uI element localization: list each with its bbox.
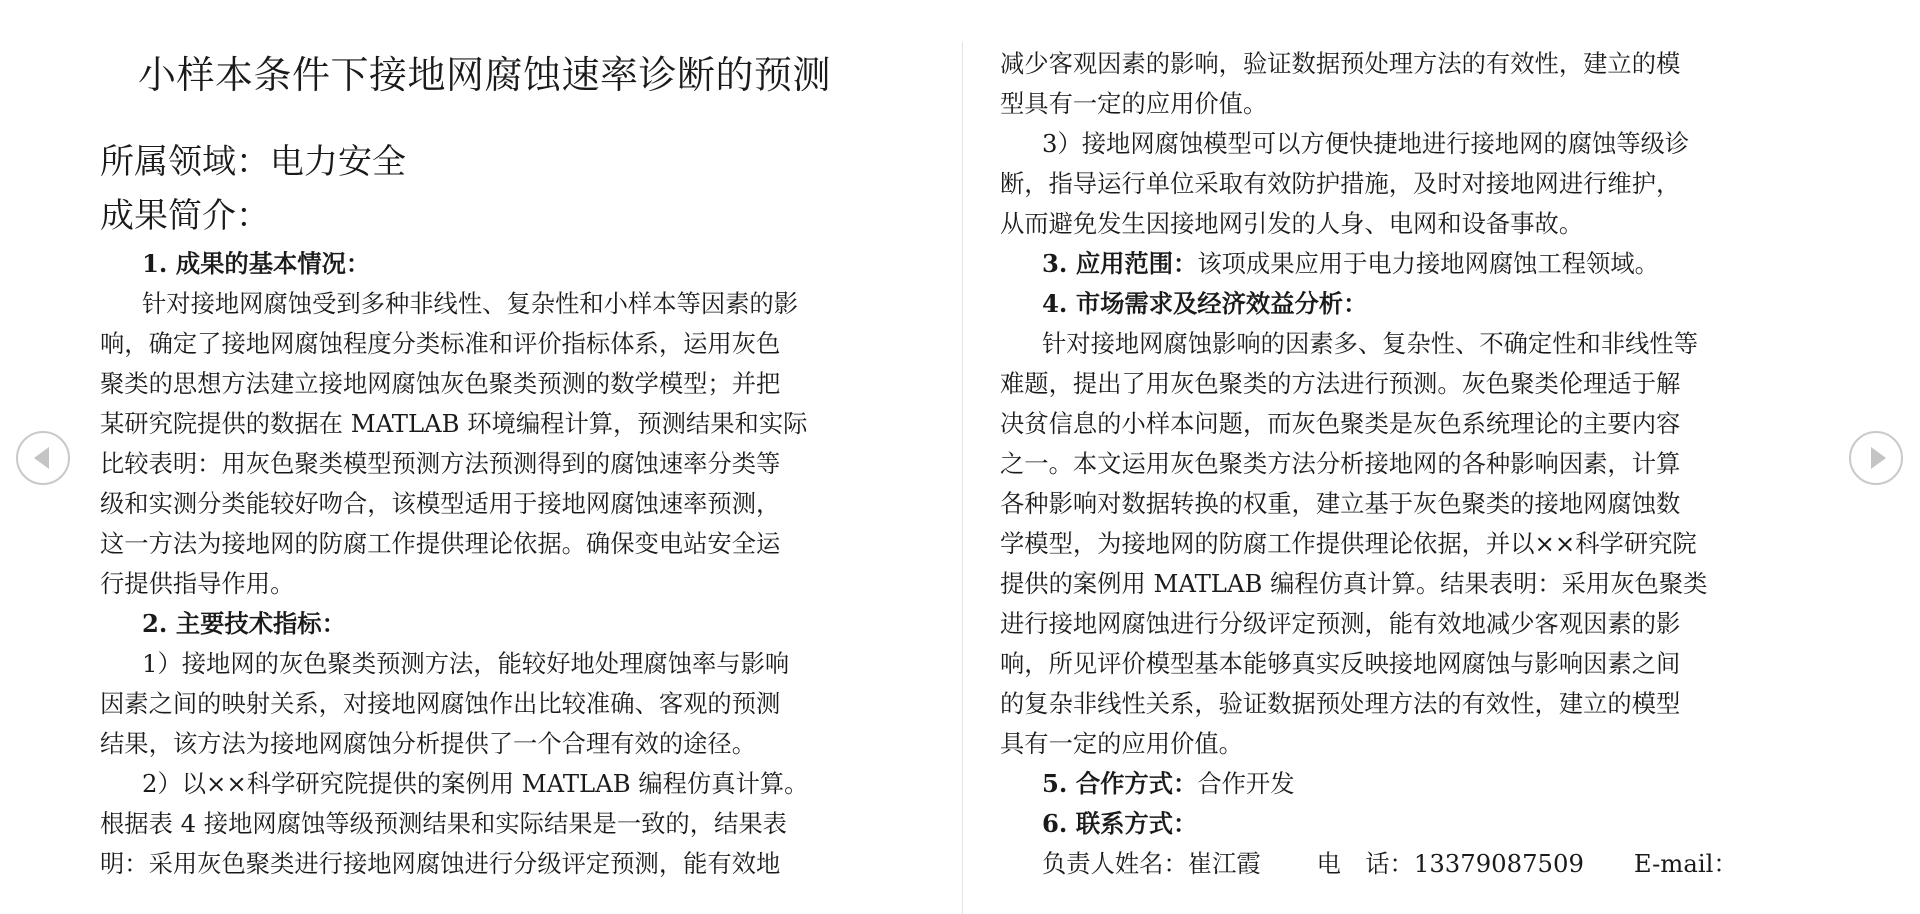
paragraph-line: 响，所见评价模型基本能够真实反映接地网腐蚀与影响因素之间 xyxy=(1000,649,1681,678)
document-title: 小样本条件下接地网腐蚀速率诊断的预测 xyxy=(138,53,832,97)
paragraph-line: 进行接地网腐蚀进行分级评定预测，能有效地减少客观因素的影 xyxy=(1000,609,1681,638)
contact-name-label: 负责人姓名： xyxy=(1042,849,1188,878)
paragraph-line: 型具有一定的应用价值。 xyxy=(1000,89,1268,118)
phone-label: 电 话： xyxy=(1316,849,1414,878)
page-divider xyxy=(962,42,963,914)
contact-name: 崔江霞 xyxy=(1187,849,1261,878)
phone-number: 13379087509 xyxy=(1413,849,1584,878)
paragraph-line: 因素之间的映射关系，对接地网腐蚀作出比较准确、客观的预测 xyxy=(100,689,781,718)
paragraph-line: 1）接地网的灰色聚类预测方法，能较好地处理腐蚀率与影响 xyxy=(142,649,790,678)
intro-heading: 成果简介： xyxy=(100,196,270,236)
left-page xyxy=(100,0,960,914)
paragraph-line: 根据表 4 接地网腐蚀等级预测结果和实际结果是一致的，结果表 xyxy=(100,809,787,838)
paragraph-line: 聚类的思想方法建立接地网腐蚀灰色聚类预测的数学模型；并把 xyxy=(100,369,781,398)
paragraph-line: 某研究院提供的数据在 MATLAB 环境编程计算，预测结果和实际 xyxy=(100,409,808,438)
section-2-heading: 2. 主要技术指标： xyxy=(142,609,346,638)
next-page-button[interactable] xyxy=(1849,431,1903,485)
chevron-left-circle-icon xyxy=(34,447,49,469)
right-body xyxy=(1000,44,1830,884)
paragraph-line: 明：采用灰色聚类进行接地网腐蚀进行分级评定预测，能有效地 xyxy=(100,849,781,878)
paragraph-line: 从而避免发生因接地网引发的人身、电网和设备事故。 xyxy=(1000,209,1584,238)
section-5-line xyxy=(1000,764,1830,804)
left-body xyxy=(100,244,932,884)
paragraph-line: 行提供指导作用。 xyxy=(100,569,295,598)
right-page xyxy=(1000,0,1860,914)
paragraph-line: 各种影响对数据转换的权重，建立基于灰色聚类的接地网腐蚀数 xyxy=(1000,489,1681,518)
paragraph-line: 2）以××科学研究院提供的案例用 MATLAB 编程仿真计算。 xyxy=(142,769,809,798)
field-heading: 所属领域：电力安全 xyxy=(100,142,406,182)
paragraph-line: 结果，该方法为接地网腐蚀分析提供了一个合理有效的途径。 xyxy=(100,729,757,758)
section-1-heading: 1. 成果的基本情况： xyxy=(142,249,371,278)
email-label: E-mail： xyxy=(1633,849,1738,878)
chevron-right-circle-icon xyxy=(1871,447,1886,469)
paragraph-line: 之一。本文运用灰色聚类方法分析接地网的各种影响因素，计算 xyxy=(1000,449,1681,478)
paragraph-line: 这一方法为接地网的防腐工作提供理论依据。确保变电站安全运 xyxy=(100,529,781,558)
paragraph-line: 减少客观因素的影响，验证数据预处理方法的有效性，建立的模 xyxy=(1000,49,1681,78)
paragraph-line: 断，指导运行单位采取有效防护措施，及时对接地网进行维护， xyxy=(1000,169,1681,198)
paragraph-line: 针对接地网腐蚀影响的因素多、复杂性、不确定性和非线性等 xyxy=(1042,329,1699,358)
section-3-line xyxy=(1000,244,1830,284)
paragraph-line: 针对接地网腐蚀受到多种非线性、复杂性和小样本等因素的影 xyxy=(142,289,799,318)
section-4-heading: 4. 市场需求及经济效益分析： xyxy=(1042,289,1368,318)
paragraph-line: 级和实测分类能较好吻合，该模型适用于接地网腐蚀速率预测， xyxy=(100,489,781,518)
paragraph-line: 比较表明：用灰色聚类模型预测方法预测得到的腐蚀速率分类等 xyxy=(100,449,781,478)
paragraph-line: 难题，提出了用灰色聚类的方法进行预测。灰色聚类伦理适于解 xyxy=(1000,369,1681,398)
section-5-text: 合作开发 xyxy=(1197,769,1295,798)
section-3-text: 该项成果应用于电力接地网腐蚀工程领域。 xyxy=(1197,249,1659,278)
section-6-heading: 6. 联系方式： xyxy=(1042,809,1198,838)
paragraph-line: 学模型，为接地网的防腐工作提供理论依据，并以××科学研究院 xyxy=(1000,529,1697,558)
paragraph-line: 具有一定的应用价值。 xyxy=(1000,729,1243,758)
section-3-heading: 3. 应用范围： xyxy=(1042,249,1198,278)
section-5-heading: 5. 合作方式： xyxy=(1042,769,1198,798)
paragraph-line: 决贫信息的小样本问题，而灰色聚类是灰色系统理论的主要内容 xyxy=(1000,409,1681,438)
paragraph-line: 提供的案例用 MATLAB 编程仿真计算。结果表明：采用灰色聚类 xyxy=(1000,569,1708,598)
paragraph-line: 的复杂非线性关系，验证数据预处理方法的有效性，建立的模型 xyxy=(1000,689,1681,718)
paragraph-line: 响，确定了接地网腐蚀程度分类标准和评价指标体系，运用灰色 xyxy=(100,329,781,358)
contact-line xyxy=(1000,844,1830,884)
paragraph-line: 3）接地网腐蚀模型可以方便快捷地进行接地网的腐蚀等级诊 xyxy=(1042,129,1690,158)
prev-page-button[interactable] xyxy=(16,431,70,485)
